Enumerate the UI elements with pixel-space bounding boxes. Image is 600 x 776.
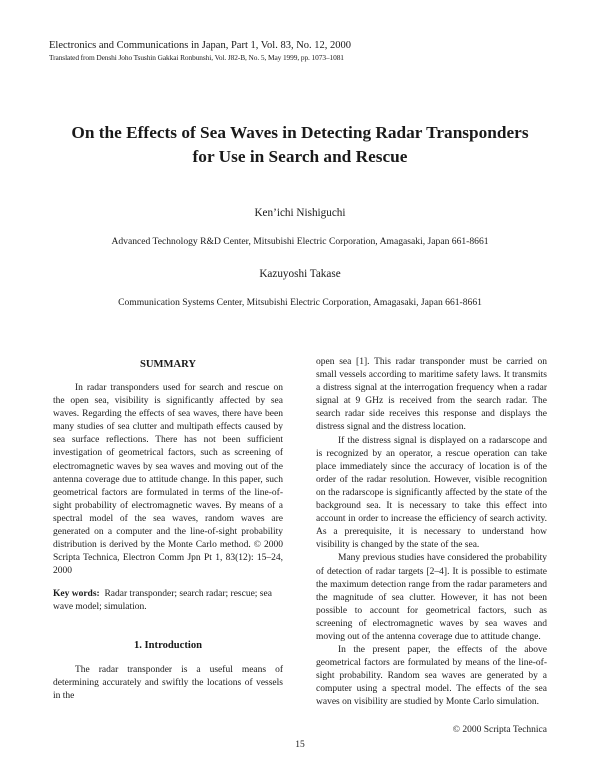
author-2-affiliation: Communication Systems Center, Mitsubishi Electric Corporation, Amagasaki, Japan 661-8661 bbox=[118, 297, 482, 308]
summary-paragraph: In radar transponders used for search and rescue on the open sea, visibility is significantly affected by sea waves. Regarding the effects of sea waves, there have been many studies of sea clutter and multipath effects caused by sea surface reflections. There has not been sufficient investigation of geometrical factors, such as screening of electromagnetic waves by sea waves and moving out of the antenna coverage due to attitude change. In this paper, such geometrical factors are formulated in terms of the line-of-sight probability of electromagnetic waves. By means of a spectral model of the sea waves, random waves are generated on a computer and the line-of-sight probability distribution is derived by the Monte Carlo method. © 2000 Scripta Technica, Electron Comm Jpn Pt 1, 83(12): 15–24, 2000 bbox=[53, 383, 283, 577]
keywords bbox=[53, 588, 283, 614]
summary-heading: SUMMARY bbox=[139, 359, 197, 370]
introduction-heading: 1. Introduction bbox=[133, 640, 203, 651]
intro-paragraph: Many previous studies have considered the probability of detection of radar targets [2–4]. It is possible to estimate the maximum detection range from the radar parameters and the magnitude of sea clutter. However, it has not been possible to account for geometrical factors, such as screening of electromagnetic waves by sea waves and moving out of the antenna coverage due to attitude change. bbox=[316, 553, 547, 642]
intro-paragraph: In the present paper, the effects of the above geometrical factors are formulated by means of the line-of-sight probability. Random sea waves are generated by a computer using a spectral model. The effects of the sea waves on visibility are studied by Monte Carlo simulation. bbox=[316, 645, 547, 708]
title-line-1: On the Effects of Sea Waves in Detecting Radar Transponders bbox=[71, 123, 529, 142]
introduction-paragraph: The radar transponder is a useful means of determining accurately and swiftly the locations of vessels in the bbox=[53, 665, 283, 702]
author-2-name: Kazuyoshi Takase bbox=[259, 268, 341, 280]
copyright-notice: © 2000 Scripta Technica bbox=[452, 725, 547, 735]
paper-title bbox=[40, 121, 560, 169]
translation-note: Translated from Denshi Joho Tsushin Gakkai Ronbunshi, Vol. J82-B, No. 5, May 1999, pp. 1073–1081 bbox=[49, 53, 344, 62]
introduction-left-body bbox=[53, 664, 283, 703]
keywords-label: Key words: bbox=[53, 589, 100, 599]
author-1-affiliation: Advanced Technology R&D Center, Mitsubishi Electric Corporation, Amagasaki, Japan 661-8661 bbox=[111, 236, 489, 247]
keywords-text: Radar transponder; search radar; rescue; sea wave model; simulation. bbox=[53, 589, 272, 613]
page-number: 15 bbox=[295, 740, 305, 750]
title-line-2: for Use in Search and Rescue bbox=[192, 147, 408, 166]
intro-paragraph: open sea [1]. This radar transponder must be carried on small vessels according to maritime safety laws. It transmits a distress signal at the interrogation frequency when a radar signal at 9 GHz is received from the search radar. The search radar side receives this response and displays the distress signal and the distress location. bbox=[316, 357, 547, 433]
intro-paragraph: If the distress signal is displayed on a radarscope and is recognized by an operator, a rescue operation can take place immediately since the accuracy of location is of the order of the radar resolution. However, visible recognition on the radarscope is significantly affected by the state of the background sea. It is necessary to take this effect into account in order to increase the efficiency of search activity. As a prerequisite, it is necessary to understand how visibility is changed by the state of the sea. bbox=[316, 435, 547, 551]
right-column bbox=[316, 356, 547, 710]
author-1-name: Ken’ichi Nishiguchi bbox=[254, 207, 346, 219]
journal-header: Electronics and Communications in Japan, Part 1, Vol. 83, No. 12, 2000 bbox=[49, 40, 352, 51]
summary-body bbox=[53, 382, 283, 578]
